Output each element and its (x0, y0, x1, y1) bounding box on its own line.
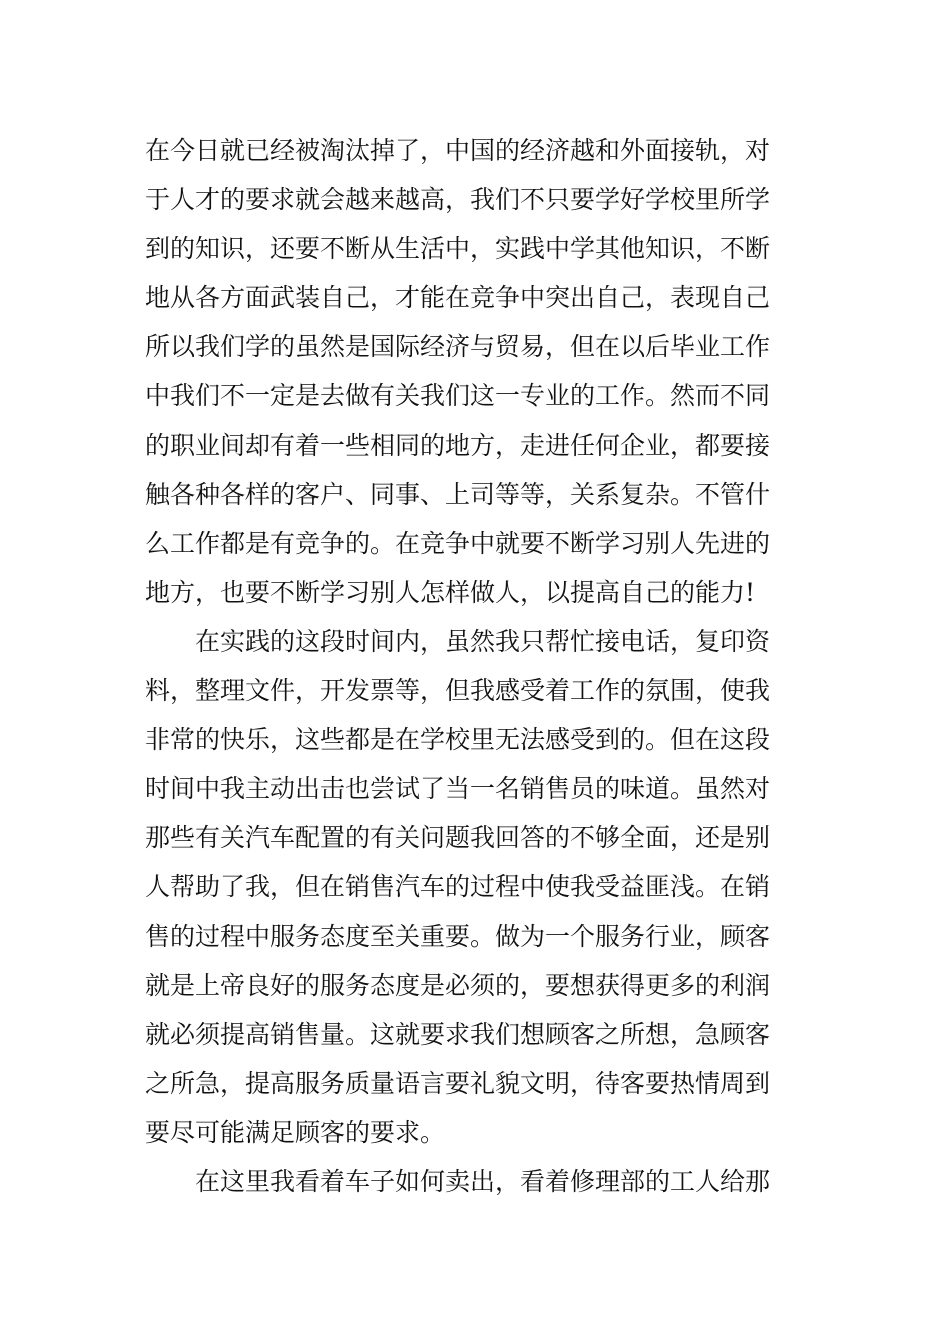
text-line: 于人才的要求就会越来越高，我们不只要学好学校里所学 (145, 185, 771, 215)
text-line: 所以我们学的虽然是国际经济与贸易，但在以后毕业工作 (145, 332, 771, 362)
text-line: 在今日就已经被淘汰掉了，中国的经济越和外面接轨，对 (145, 136, 771, 165)
text-line: 就必须提高销售量。这就要求我们想顾客之所想，急顾客 (145, 1019, 771, 1049)
text-line: 售的过程中服务态度至关重要。做为一个服务行业，顾客 (145, 921, 771, 951)
text-line: 要尽可能满足顾客的要求。 (145, 1117, 446, 1147)
text-line: 地从各方面武装自己，才能在竞争中突出自己，表现自己 (145, 283, 771, 313)
text-line: 人帮助了我，但在销售汽车的过程中使我受益匪浅。在销 (145, 872, 771, 902)
text-line: 中我们不一定是去做有关我们这一专业的工作。然而不同 (145, 381, 771, 411)
text-line: 到的知识，还要不断从生活中，实践中学其他知识，不断 (145, 234, 771, 264)
text-line: 料，整理文件，开发票等，但我感受着工作的氛围，使我 (145, 676, 771, 706)
document-body (145, 126, 825, 1206)
text-line: 在这里我看着车子如何卖出，看着修理部的工人给那 (145, 1166, 771, 1196)
text-line: 触各种各样的客户、同事、上司等等，关系复杂。不管什 (145, 479, 771, 509)
text-line: 地方，也要不断学习别人怎样做人，以提高自己的能力! (145, 577, 756, 607)
text-line: 非常的快乐，这些都是在学校里无法感受到的。但在这段 (145, 725, 771, 755)
text-line: 那些有关汽车配置的有关问题我回答的不够全面，还是别 (145, 823, 771, 853)
text-line: 就是上帝良好的服务态度是必须的，要想获得更多的利润 (145, 970, 771, 1000)
text-line: 时间中我主动出击也尝试了当一名销售员的味道。虽然对 (145, 774, 771, 804)
text-line: 在实践的这段时间内，虽然我只帮忙接电话，复印资 (145, 626, 771, 656)
text-line: 的职业间却有着一些相同的地方，走进任何企业，都要接 (145, 430, 771, 460)
text-line: 之所急，提高服务质量语言要礼貌文明，待客要热情周到 (145, 1068, 771, 1098)
text-line: 么工作都是有竞争的。在竞争中就要不断学习别人先进的 (145, 528, 771, 558)
